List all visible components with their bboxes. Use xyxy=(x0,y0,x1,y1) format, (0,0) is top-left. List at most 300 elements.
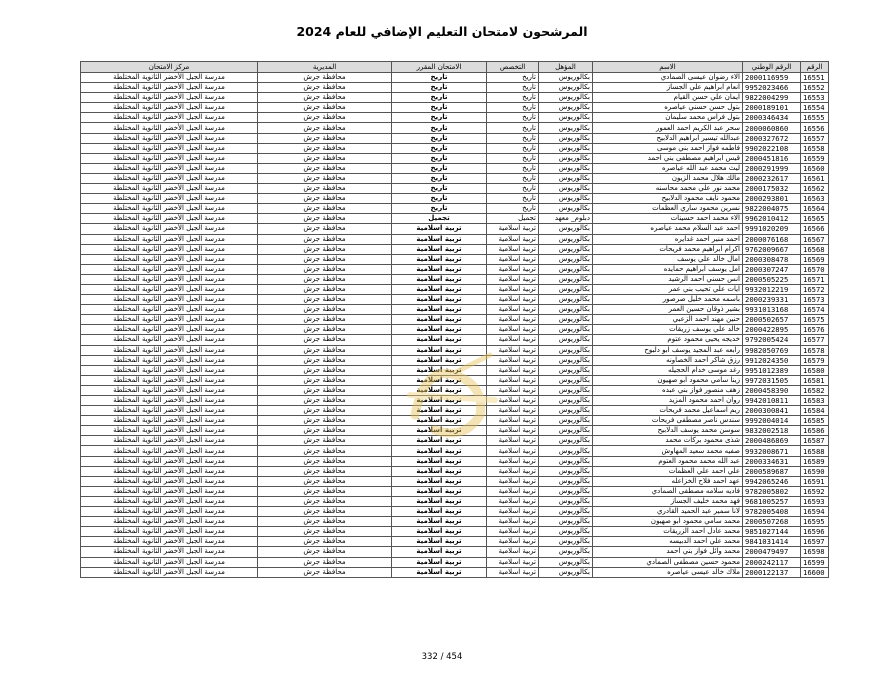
page-title: المرشحون لامتحان التعليم الإضافي للعام 2024 xyxy=(296,24,588,39)
cell-num: 16573 xyxy=(801,295,829,305)
cell-qualification: بكالوريوس xyxy=(539,305,593,315)
cell-national-id: 9792005424 xyxy=(743,335,801,345)
cell-national-id: 9931013168 xyxy=(743,305,801,315)
cell-center: مدرسة الجبل الأخضر الثانوية المختلطة xyxy=(81,224,258,234)
cell-exam: تربية اسلامية xyxy=(392,355,487,365)
cell-qualification: بكالوريوس xyxy=(539,567,593,577)
cell-directorate: محافظة جرش xyxy=(258,436,392,446)
table-row xyxy=(81,274,829,284)
cell-national-id: 9782005408 xyxy=(743,507,801,517)
cell-exam: تاريخ xyxy=(392,83,487,93)
cell-directorate: محافظة جرش xyxy=(258,224,392,234)
cell-name: زينا سامي محمود ابو صهيون xyxy=(593,375,743,385)
table-row xyxy=(81,456,829,466)
cell-national-id: 2000291999 xyxy=(743,163,801,173)
cell-directorate: محافظة جرش xyxy=(258,375,392,385)
cell-center: مدرسة الجبل الأخضر الثانوية المختلطة xyxy=(81,173,258,183)
cell-directorate: محافظة جرش xyxy=(258,466,392,476)
cell-num: 16553 xyxy=(801,93,829,103)
cell-center: مدرسة الجبل الأخضر الثانوية المختلطة xyxy=(81,446,258,456)
cell-specialization: تاريخ xyxy=(487,184,539,194)
cell-center: مدرسة الجبل الأخضر الثانوية المختلطة xyxy=(81,295,258,305)
cell-national-id: 2000232617 xyxy=(743,173,801,183)
cell-center: مدرسة الجبل الأخضر الثانوية المختلطة xyxy=(81,345,258,355)
cell-qualification: بكالوريوس xyxy=(539,365,593,375)
cell-directorate: محافظة جرش xyxy=(258,103,392,113)
cell-name: امل يوسف ابراهيم حمايده xyxy=(593,264,743,274)
cell-qualification: بكالوريوس xyxy=(539,355,593,365)
cell-num: 16570 xyxy=(801,264,829,274)
cell-qualification: بكالوريوس xyxy=(539,234,593,244)
cell-directorate: محافظة جرش xyxy=(258,133,392,143)
cell-name: صفيه محمد سعيد المهاوش xyxy=(593,446,743,456)
cell-directorate: محافظة جرش xyxy=(258,93,392,103)
cell-directorate: محافظة جرش xyxy=(258,315,392,325)
table-row xyxy=(81,406,829,416)
cell-name: احمد عبد السلام محمد عياصره xyxy=(593,224,743,234)
cell-qualification: بكالوريوس xyxy=(539,194,593,204)
cell-name: محمد عادل احمد الزريقات xyxy=(593,527,743,537)
cell-name: خالد علي يوسف زريقات xyxy=(593,325,743,335)
cell-national-id: 2000060860 xyxy=(743,123,801,133)
cell-exam: تربية اسلامية xyxy=(392,244,487,254)
cell-directorate: محافظة جرش xyxy=(258,123,392,133)
cell-national-id: 9951012389 xyxy=(743,365,801,375)
cell-center: مدرسة الجبل الأخضر الثانوية المختلطة xyxy=(81,567,258,577)
cell-name: ريم اسماعيل محمد فريحات xyxy=(593,406,743,416)
cell-name: بتول فراس محمد سليمان xyxy=(593,113,743,123)
cell-directorate: محافظة جرش xyxy=(258,274,392,284)
cell-name: حنين مهند احمد الزعبي xyxy=(593,315,743,325)
cell-national-id: 9822004075 xyxy=(743,204,801,214)
cell-num: 16566 xyxy=(801,224,829,234)
cell-center: مدرسة الجبل الأخضر الثانوية المختلطة xyxy=(81,184,258,194)
cell-num: 16594 xyxy=(801,507,829,517)
cell-national-id: 2000589687 xyxy=(743,466,801,476)
cell-directorate: محافظة جرش xyxy=(258,527,392,537)
table-row xyxy=(81,446,829,456)
cell-num: 16551 xyxy=(801,73,829,83)
cell-qualification: بكالوريوس xyxy=(539,274,593,284)
cell-name: انعام ابراهيم علي الجساز xyxy=(593,83,743,93)
cell-specialization: تربية اسلامية xyxy=(487,406,539,416)
cell-specialization: تربية اسلامية xyxy=(487,335,539,345)
cell-qualification: بكالوريوس xyxy=(539,557,593,567)
cell-specialization: تربية اسلامية xyxy=(487,315,539,325)
cell-specialization: تربية اسلامية xyxy=(487,264,539,274)
cell-exam: تربية اسلامية xyxy=(392,486,487,496)
cell-directorate: محافظة جرش xyxy=(258,365,392,375)
cell-national-id: 9972031505 xyxy=(743,375,801,385)
cell-exam: تربية اسلامية xyxy=(392,254,487,264)
cell-qualification: بكالوريوس xyxy=(539,133,593,143)
cell-name: علي احمد علي العظمات xyxy=(593,466,743,476)
candidates-table xyxy=(80,61,829,578)
table-row xyxy=(81,123,829,133)
cell-exam: تاريخ xyxy=(392,123,487,133)
cell-directorate: محافظة جرش xyxy=(258,426,392,436)
cell-national-id: 2000175032 xyxy=(743,184,801,194)
cell-center: مدرسة الجبل الأخضر الثانوية المختلطة xyxy=(81,396,258,406)
cell-exam: تاريخ xyxy=(392,93,487,103)
cell-qualification: بكالوريوس xyxy=(539,113,593,123)
cell-name: محمود حسين مصطفى الصمادي xyxy=(593,557,743,567)
cell-exam: تربية اسلامية xyxy=(392,274,487,284)
cell-num: 16575 xyxy=(801,315,829,325)
cell-national-id: 9902022108 xyxy=(743,143,801,153)
cell-specialization: تاريخ xyxy=(487,83,539,93)
cell-specialization: تاريخ xyxy=(487,133,539,143)
cell-qualification: بكالوريوس xyxy=(539,244,593,254)
cell-center: مدرسة الجبل الأخضر الثانوية المختلطة xyxy=(81,194,258,204)
table-row xyxy=(81,194,829,204)
cell-center: مدرسة الجبل الأخضر الثانوية المختلطة xyxy=(81,517,258,527)
table-row xyxy=(81,486,829,496)
table-row xyxy=(81,264,829,274)
cell-qualification: بكالوريوس xyxy=(539,224,593,234)
cell-qualification: بكالوريوس xyxy=(539,325,593,335)
cell-qualification: بكالوريوس xyxy=(539,517,593,527)
cell-exam: تربية اسلامية xyxy=(392,264,487,274)
table-row xyxy=(81,517,829,527)
cell-exam: تاريخ xyxy=(392,194,487,204)
cell-center: مدرسة الجبل الأخضر الثانوية المختلطة xyxy=(81,466,258,476)
cell-name: ايمان علي حسن القيام xyxy=(593,93,743,103)
cell-num: 16561 xyxy=(801,173,829,183)
cell-directorate: محافظة جرش xyxy=(258,537,392,547)
cell-name: قيس ابراهيم مصطفى بني احمد xyxy=(593,153,743,163)
cell-specialization: تاريخ xyxy=(487,93,539,103)
cell-num: 16565 xyxy=(801,214,829,224)
cell-directorate: محافظة جرش xyxy=(258,153,392,163)
cell-qualification: بكالوريوس xyxy=(539,396,593,406)
cell-center: مدرسة الجبل الأخضر الثانوية المختلطة xyxy=(81,214,258,224)
cell-national-id: 2000507268 xyxy=(743,517,801,527)
cell-exam: تربية اسلامية xyxy=(392,416,487,426)
cell-name: اكرام ابراهيم محمد فريحات xyxy=(593,244,743,254)
cell-directorate: محافظة جرش xyxy=(258,335,392,345)
cell-name: محمد وائل فواز بني احمد xyxy=(593,547,743,557)
cell-directorate: محافظة جرش xyxy=(258,173,392,183)
cell-center: مدرسة الجبل الأخضر الثانوية المختلطة xyxy=(81,335,258,345)
header-directorate: المديرية xyxy=(258,62,392,73)
cell-center: مدرسة الجبل الأخضر الثانوية المختلطة xyxy=(81,385,258,395)
cell-num: 16582 xyxy=(801,385,829,395)
cell-exam: تربية اسلامية xyxy=(392,456,487,466)
cell-exam: تربية اسلامية xyxy=(392,567,487,577)
cell-specialization: تربية اسلامية xyxy=(487,345,539,355)
cell-center: مدرسة الجبل الأخضر الثانوية المختلطة xyxy=(81,416,258,426)
cell-exam: تربية اسلامية xyxy=(392,496,487,506)
cell-name: عبدالله تيسير ابراهيم الدلابيح xyxy=(593,133,743,143)
cell-directorate: محافظة جرش xyxy=(258,517,392,527)
cell-name: محمد علي احمد الدبيسه xyxy=(593,537,743,547)
cell-qualification: بكالوريوس xyxy=(539,153,593,163)
cell-center: مدرسة الجبل الأخضر الثانوية المختلطة xyxy=(81,234,258,244)
cell-qualification: بكالوريوس xyxy=(539,466,593,476)
table-row xyxy=(81,385,829,395)
cell-specialization: تاريخ xyxy=(487,204,539,214)
table-row xyxy=(81,547,829,557)
cell-center: مدرسة الجبل الأخضر الثانوية المختلطة xyxy=(81,274,258,284)
cell-qualification: بكالوريوس xyxy=(539,83,593,93)
cell-exam: تربية اسلامية xyxy=(392,234,487,244)
table-body xyxy=(81,73,829,578)
table-row xyxy=(81,305,829,315)
cell-specialization: تربية اسلامية xyxy=(487,224,539,234)
cell-name: فاطمه فواز احمد بني موسى xyxy=(593,143,743,153)
cell-specialization: تربية اسلامية xyxy=(487,486,539,496)
table-row xyxy=(81,416,829,426)
cell-qualification: بكالوريوس xyxy=(539,315,593,325)
cell-directorate: محافظة جرش xyxy=(258,355,392,365)
cell-national-id: 9932008671 xyxy=(743,446,801,456)
cell-center: مدرسة الجبل الأخضر الثانوية المختلطة xyxy=(81,527,258,537)
cell-national-id: 2000334631 xyxy=(743,456,801,466)
cell-num: 16559 xyxy=(801,153,829,163)
cell-num: 16563 xyxy=(801,194,829,204)
cell-exam: تربية اسلامية xyxy=(392,557,487,567)
table-row xyxy=(81,375,829,385)
cell-specialization: تربية اسلامية xyxy=(487,557,539,567)
cell-qualification: بكالوريوس xyxy=(539,375,593,385)
cell-num: 16580 xyxy=(801,365,829,375)
cell-exam: تاريخ xyxy=(392,113,487,123)
cell-num: 16569 xyxy=(801,254,829,264)
table-row xyxy=(81,173,829,183)
cell-center: مدرسة الجبل الأخضر الثانوية المختلطة xyxy=(81,305,258,315)
table-row xyxy=(81,315,829,325)
table-row xyxy=(81,466,829,476)
cell-qualification: بكالوريوس xyxy=(539,385,593,395)
cell-specialization: تربية اسلامية xyxy=(487,254,539,264)
cell-specialization: تربية اسلامية xyxy=(487,244,539,254)
table-row xyxy=(81,355,829,365)
cell-center: مدرسة الجبل الأخضر الثانوية المختلطة xyxy=(81,426,258,436)
cell-national-id: 9982050769 xyxy=(743,345,801,355)
cell-qualification: بكالوريوس xyxy=(539,537,593,547)
table-row xyxy=(81,143,829,153)
cell-center: مدرسة الجبل الأخضر الثانوية المختلطة xyxy=(81,143,258,153)
cell-exam: تربية اسلامية xyxy=(392,224,487,234)
cell-specialization: تربية اسلامية xyxy=(487,527,539,537)
cell-specialization: تربية اسلامية xyxy=(487,396,539,406)
cell-exam: تربية اسلامية xyxy=(392,345,487,355)
table-row xyxy=(81,93,829,103)
cell-national-id: 9991020209 xyxy=(743,224,801,234)
cell-center: مدرسة الجبل الأخضر الثانوية المختلطة xyxy=(81,113,258,123)
table-row xyxy=(81,436,829,446)
cell-specialization: تاريخ xyxy=(487,173,539,183)
cell-directorate: محافظة جرش xyxy=(258,254,392,264)
table-row xyxy=(81,325,829,335)
cell-specialization: تاريخ xyxy=(487,143,539,153)
header-name: الاسم xyxy=(593,62,743,73)
cell-specialization: تجميل xyxy=(487,214,539,224)
cell-qualification: بكالوريوس xyxy=(539,476,593,486)
cell-national-id: 9992004014 xyxy=(743,416,801,426)
cell-exam: تاريخ xyxy=(392,143,487,153)
cell-directorate: محافظة جرش xyxy=(258,163,392,173)
cell-exam: تربية اسلامية xyxy=(392,406,487,416)
cell-national-id: 2000346434 xyxy=(743,113,801,123)
cell-qualification: بكالوريوس xyxy=(539,486,593,496)
cell-national-id: 9932012219 xyxy=(743,284,801,294)
cell-center: مدرسة الجبل الأخضر الثانوية المختلطة xyxy=(81,103,258,113)
cell-exam: تربية اسلامية xyxy=(392,476,487,486)
header-center: مركز الامتحان xyxy=(81,62,258,73)
cell-national-id: 2000293801 xyxy=(743,194,801,204)
cell-name: بتول حسن حسني عياصره xyxy=(593,103,743,113)
cell-center: مدرسة الجبل الأخضر الثانوية المختلطة xyxy=(81,496,258,506)
cell-qualification: بكالوريوس xyxy=(539,123,593,133)
cell-num: 16591 xyxy=(801,476,829,486)
cell-exam: تاريخ xyxy=(392,163,487,173)
cell-directorate: محافظة جرش xyxy=(258,234,392,244)
cell-name: لانا سمير عبد الحميد القادري xyxy=(593,507,743,517)
cell-specialization: تاريخ xyxy=(487,73,539,83)
cell-national-id: 9841031414 xyxy=(743,537,801,547)
table-row xyxy=(81,335,829,345)
cell-num: 16568 xyxy=(801,244,829,254)
cell-center: مدرسة الجبل الأخضر الثانوية المختلطة xyxy=(81,486,258,496)
cell-directorate: محافظة جرش xyxy=(258,284,392,294)
cell-name: ملاك خالد عيسى عياصره xyxy=(593,567,743,577)
cell-num: 16586 xyxy=(801,426,829,436)
cell-specialization: تربية اسلامية xyxy=(487,496,539,506)
cell-qualification: بكالوريوس xyxy=(539,335,593,345)
cell-name: رزق شاكر احمد الخصاونه xyxy=(593,355,743,365)
cell-directorate: محافظة جرش xyxy=(258,113,392,123)
header-specialization: التخصص xyxy=(487,62,539,73)
cell-national-id: 2000479497 xyxy=(743,547,801,557)
cell-national-id: 9912024350 xyxy=(743,355,801,365)
cell-qualification: بكالوريوس xyxy=(539,345,593,355)
cell-directorate: محافظة جرش xyxy=(258,244,392,254)
cell-num: 16593 xyxy=(801,496,829,506)
cell-center: مدرسة الجبل الأخضر الثانوية المختلطة xyxy=(81,436,258,446)
cell-center: مدرسة الجبل الأخضر الثانوية المختلطة xyxy=(81,254,258,264)
cell-qualification: بكالوريوس xyxy=(539,496,593,506)
header-national-id: الرقم الوطني xyxy=(743,62,801,73)
table-row xyxy=(81,153,829,163)
cell-exam: تاريخ xyxy=(392,173,487,183)
cell-name: محمود نايف محمود الدلابيح xyxy=(593,194,743,204)
cell-num: 16576 xyxy=(801,325,829,335)
cell-specialization: تربية اسلامية xyxy=(487,426,539,436)
cell-exam: تجميل xyxy=(392,214,487,224)
cell-directorate: محافظة جرش xyxy=(258,385,392,395)
cell-name: زهف منصور فواز بني عبده xyxy=(593,385,743,395)
cell-center: مدرسة الجبل الأخضر الثانوية المختلطة xyxy=(81,547,258,557)
cell-center: مدرسة الجبل الأخضر الثانوية المختلطة xyxy=(81,557,258,567)
cell-national-id: 9832002518 xyxy=(743,426,801,436)
cell-center: مدرسة الجبل الأخضر الثانوية المختلطة xyxy=(81,315,258,325)
cell-num: 16577 xyxy=(801,335,829,345)
cell-num: 16592 xyxy=(801,486,829,496)
table-row xyxy=(81,557,829,567)
cell-qualification: بكالوريوس xyxy=(539,406,593,416)
cell-exam: تربية اسلامية xyxy=(392,507,487,517)
cell-qualification: بكالوريوس xyxy=(539,163,593,173)
cell-exam: تربية اسلامية xyxy=(392,284,487,294)
cell-num: 16597 xyxy=(801,537,829,547)
cell-national-id: 2000189101 xyxy=(743,103,801,113)
table-row xyxy=(81,496,829,506)
table-row xyxy=(81,163,829,173)
cell-exam: تربية اسلامية xyxy=(392,436,487,446)
cell-qualification: بكالوريوس xyxy=(539,284,593,294)
cell-directorate: محافظة جرش xyxy=(258,83,392,93)
table-row xyxy=(81,537,829,547)
header-qualification: المؤهل xyxy=(539,62,593,73)
cell-directorate: محافظة جرش xyxy=(258,204,392,214)
cell-name: رغد موسى خدام الحجيله xyxy=(593,365,743,375)
cell-center: مدرسة الجبل الأخضر الثانوية المختلطة xyxy=(81,375,258,385)
cell-name: سحر عبد الكريم احمد العمور xyxy=(593,123,743,133)
table-row xyxy=(81,133,829,143)
cell-center: مدرسة الجبل الأخضر الثانوية المختلطة xyxy=(81,123,258,133)
cell-name: ليث محمد عبد الله عياصره xyxy=(593,163,743,173)
cell-qualification: بكالوريوس xyxy=(539,416,593,426)
cell-national-id: 2000239331 xyxy=(743,295,801,305)
cell-national-id: 9851027144 xyxy=(743,527,801,537)
cell-qualification: دبلوم_ معهد xyxy=(539,214,593,224)
cell-directorate: محافظة جرش xyxy=(258,486,392,496)
cell-directorate: محافظة جرش xyxy=(258,143,392,153)
cell-name: مالك هلال محمد الزيون xyxy=(593,173,743,183)
cell-name: الاء محمد احمد حسينات xyxy=(593,214,743,224)
table-row xyxy=(81,476,829,486)
cell-qualification: بكالوريوس xyxy=(539,527,593,537)
cell-num: 16583 xyxy=(801,396,829,406)
cell-name: الاء رضوان عيسى الصمادي xyxy=(593,73,743,83)
cell-specialization: تربية اسلامية xyxy=(487,234,539,244)
cell-name: فاديه سلامه مصطفى الصمادي xyxy=(593,486,743,496)
header-num: الرقم xyxy=(801,62,829,73)
cell-specialization: تربية اسلامية xyxy=(487,295,539,305)
cell-qualification: بكالوريوس xyxy=(539,446,593,456)
cell-num: 16598 xyxy=(801,547,829,557)
cell-name: شذى محمود بركات محمد xyxy=(593,436,743,446)
cell-qualification: بكالوريوس xyxy=(539,73,593,83)
cell-national-id: 9762009667 xyxy=(743,244,801,254)
cell-center: مدرسة الجبل الأخضر الثانوية المختلطة xyxy=(81,365,258,375)
cell-num: 16552 xyxy=(801,83,829,93)
cell-name: فهد محمد خليف الجساز xyxy=(593,496,743,506)
cell-specialization: تربية اسلامية xyxy=(487,284,539,294)
table-row xyxy=(81,103,829,113)
cell-exam: تربية اسلامية xyxy=(392,527,487,537)
cell-national-id: 2000076168 xyxy=(743,234,801,244)
cell-qualification: بكالوريوس xyxy=(539,184,593,194)
cell-num: 16590 xyxy=(801,466,829,476)
cell-center: مدرسة الجبل الأخضر الثانوية المختلطة xyxy=(81,264,258,274)
cell-national-id: 2000122137 xyxy=(743,567,801,577)
cell-exam: تاريخ xyxy=(392,103,487,113)
cell-center: مدرسة الجبل الأخضر الثانوية المختلطة xyxy=(81,476,258,486)
cell-specialization: تاريخ xyxy=(487,194,539,204)
cell-center: مدرسة الجبل الأخضر الثانوية المختلطة xyxy=(81,133,258,143)
table-row xyxy=(81,244,829,254)
cell-directorate: محافظة جرش xyxy=(258,214,392,224)
cell-name: سندس ناصر مصطفى فريحات xyxy=(593,416,743,426)
cell-num: 16595 xyxy=(801,517,829,527)
cell-num: 16560 xyxy=(801,163,829,173)
cell-specialization: تاريخ xyxy=(487,123,539,133)
cell-exam: تربية اسلامية xyxy=(392,466,487,476)
cell-name: بشير ذوقان حسين العمر xyxy=(593,305,743,315)
